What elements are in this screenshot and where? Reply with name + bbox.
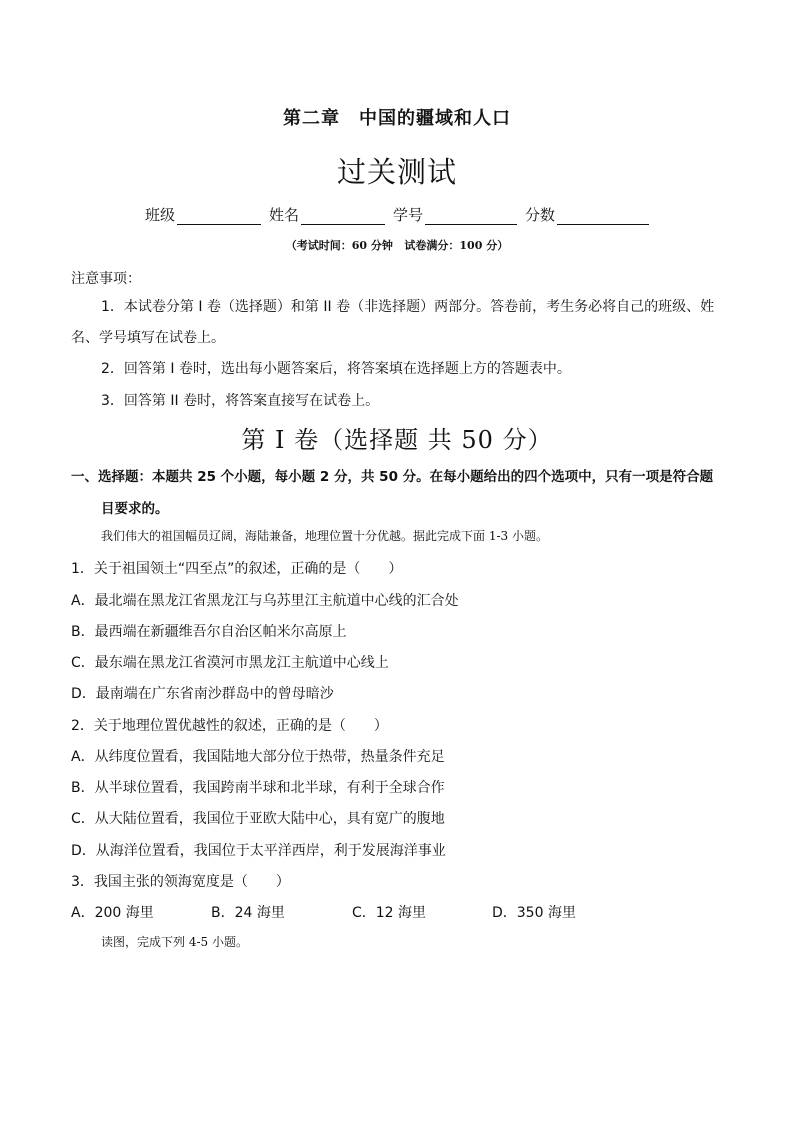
question-2-option-a: A．从纬度位置看，我国陆地大部分位于热带，热量条件充足: [71, 749, 445, 765]
question-3-option-a: A．200 海里: [71, 905, 154, 921]
section-instruction-line-1: 一、选择题：本题共 25 个小题，每小题 2 分，共 50 分。在每小题给出的四个选项中，只有一项是符合题: [71, 469, 714, 485]
student-info-row: [0, 204, 794, 225]
question-1-option-d: D．最南端在广东省南沙群岛中的曾母暗沙: [71, 686, 334, 702]
question-1-option-c: C．最东端在黑龙江省漠河市黑龙江主航道中心线上: [71, 655, 389, 671]
question-3-option-d: D．350 海里: [492, 905, 576, 921]
section-instruction: [71, 461, 731, 525]
page-title: 过关测试: [336, 155, 457, 189]
question-intro-1-3: 我们伟大的祖国幅员辽阔，海陆兼备，地理位置十分优越。据此完成下面 1-3 小题。: [101, 529, 548, 543]
section-title: 第 I 卷（选择题 共 50 分）: [241, 426, 553, 454]
name-field: [269, 204, 385, 225]
student-id-blank: [425, 208, 517, 225]
section-instruction-line-2: 目要求的。: [101, 501, 169, 517]
score-field: [525, 204, 649, 225]
score-label: 分数: [525, 206, 556, 224]
class-blank: [177, 208, 261, 225]
notice-item-1: 1．本试卷分第 I 卷（选择题）和第 II 卷（非选择题）两部分。答卷前，考生务必将自己的班级、姓名、学号填写在试卷上。: [71, 299, 715, 346]
question-1-option-a: A．最北端在黑龙江省黑龙江与乌苏里江主航道中心线的汇合处: [71, 593, 459, 609]
notice-heading: 注意事项：: [71, 271, 141, 287]
exam-meta: （考试时间：60 分钟 试卷满分：100 分）: [285, 239, 509, 252]
score-blank: [557, 208, 649, 225]
question-3-options: [71, 902, 671, 922]
question-1-option-b: B．最西端在新疆维吾尔自治区帕米尔高原上: [71, 624, 347, 640]
question-3-option-c: C．12 海里: [352, 905, 427, 921]
student-id-field: [393, 204, 517, 225]
question-2-option-d: D．从海洋位置看，我国位于太平洋西岸，利于发展海洋事业: [71, 843, 446, 859]
question-1-stem: 1．关于祖国领土“四至点”的叙述，正确的是（ ）: [71, 561, 403, 577]
name-label: 姓名: [268, 206, 299, 224]
question-2-option-c: C．从大陆位置看，我国位于亚欧大陆中心，具有宽广的腹地: [71, 811, 445, 827]
class-field: [145, 204, 261, 225]
question-2-stem: 2．关于地理位置优越性的叙述，正确的是（ ）: [71, 718, 388, 734]
chapter-title: 第二章 中国的疆域和人口: [283, 108, 511, 129]
class-label: 班级: [144, 206, 175, 224]
question-3-option-b: B．24 海里: [211, 905, 285, 921]
notice-item-2: 2．回答第 I 卷时，选出每小题答案后，将答案填在选择题上方的答题表中。: [101, 361, 571, 377]
question-2-option-b: B．从半球位置看，我国跨南半球和北半球，有利于全球合作: [71, 780, 445, 796]
question-3-stem: 3．我国主张的领海宽度是（ ）: [71, 874, 290, 890]
name-blank: [301, 208, 385, 225]
notice-item-3: 3．回答第 II 卷时，将答案直接写在试卷上。: [101, 393, 380, 409]
student-id-label: 学号: [393, 206, 424, 224]
question-intro-4-5: 读图，完成下列 4-5 小题。: [101, 935, 248, 949]
